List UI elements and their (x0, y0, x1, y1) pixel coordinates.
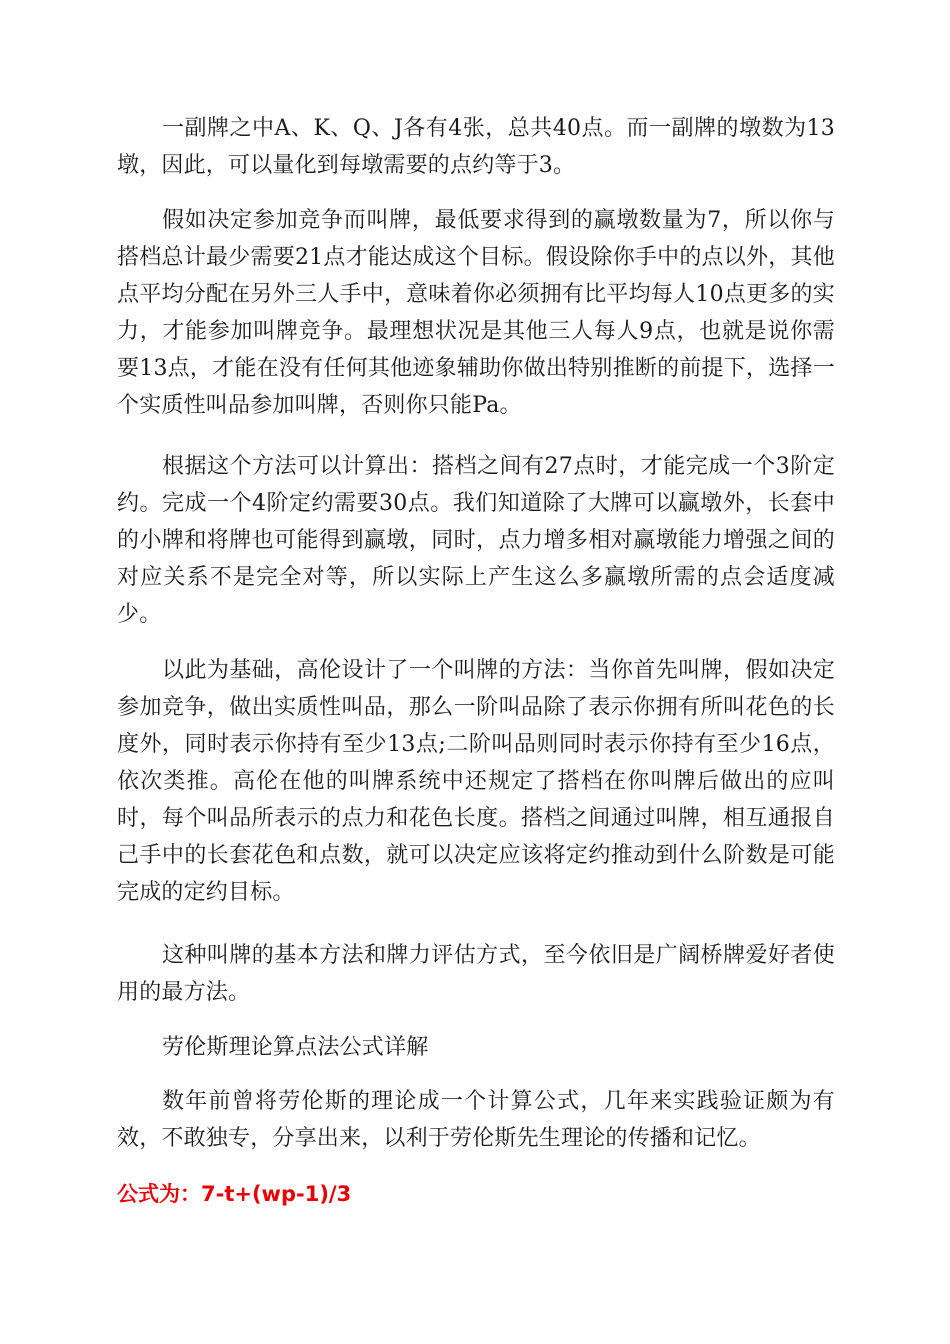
paragraph-contract-levels: 根据这个方法可以计算出：搭档之间有27点时，才能完成一个3阶定约。完成一个4阶定约需要30点。我们知道除了大牌可以赢墩外，长套中的小牌和将牌也可能得到赢墩，同时，点力增多相对赢墩能力增强之间的对应关系不是完全对等，所以实际上产生这么多赢墩所需的点会适度减少。 (117, 454, 835, 627)
paragraph-bidding-legacy: 这种叫牌的基本方法和牌力评估方式，至今依旧是广阔桥牌爱好者使用的最方法。 (117, 943, 835, 1005)
paragraph-bidding-requirement: 假如决定参加竞争而叫牌，最低要求得到的赢墩数量为7，所以你与搭档总计最少需要21点才能达成这个目标。假设除你手中的点以外，其他点平均分配在另外三人手中，意味着你必须拥有比平均每人10点更多的实力，才能参加叫牌竞争。最理想状况是其他三人每人9点，也就是说你需要13点，才能在没有任何其他迹象辅助你做出特别推断的前提下，选择一个实质性叫品参加叫牌，否则你只能Pa。 (117, 208, 835, 418)
paragraph-deck-points: 一副牌之中A、K、Q、J各有4张，总共40点。而一副牌的墩数为13墩，因此，可以量化到每墩需要的点约等于3。 (117, 116, 835, 178)
formula-line: 公式为：7-t+(wp-1)/3 (117, 1182, 352, 1206)
paragraph-formula-intro: 数年前曾将劳伦斯的理论成一个计算公式，几年来实践验证颇为有效，不敢独专，分享出来，以利于劳伦斯先生理论的传播和记忆。 (117, 1089, 835, 1151)
section-heading-lawrence-formula: 劳伦斯理论算点法公式详解 (162, 1035, 429, 1060)
paragraph-goren-method: 以此为基础，高伦设计了一个叫牌的方法：当你首先叫牌，假如决定参加竞争，做出实质性叫品，那么一阶叫品除了表示你拥有所叫花色的长度外，同时表示你持有至少13点;二阶叫品则同时表示你持有至少16点，依次类推。高伦在他的叫牌系统中还规定了搭档在你叫牌后做出的应叫时，每个叫品所表示的点力和花色长度。搭档之间通过叫牌，相互通报自己手中的长套花色和点数，就可以决定应该将定约推动到什么阶数是可能完成的定约目标。 (117, 658, 835, 905)
